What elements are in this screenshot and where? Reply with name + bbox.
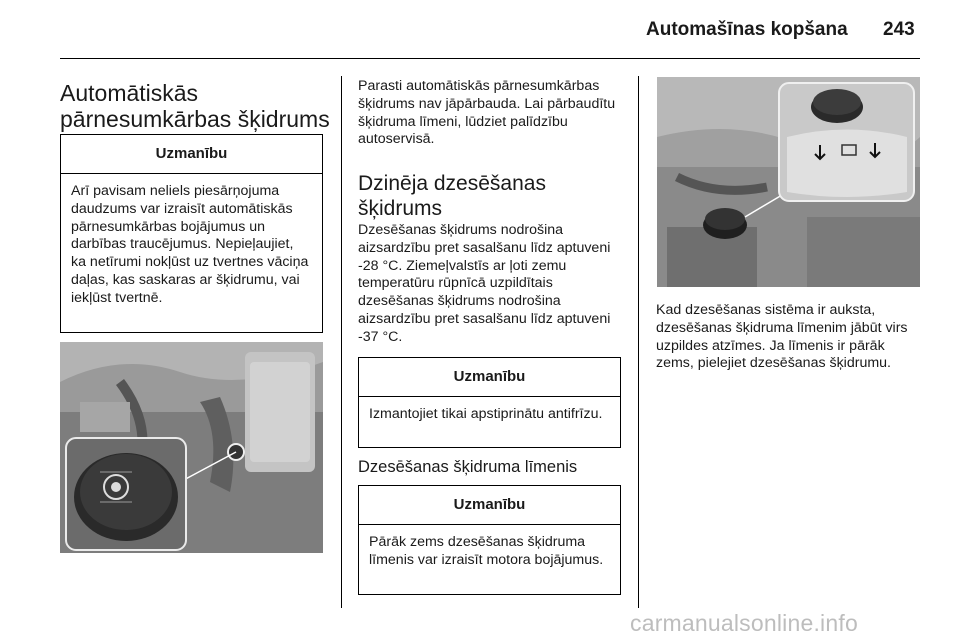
caution-text: Arī pavisam neliels piesārņojuma daudzums var izraisīt automātiskās pārnesumkārbas bojājumus un darbības traucējumus. Nepieļaujiet, ka netīrumi nokļūst uz tvertnes vāciņa daļas, kas saskaras ar šķidrumu, vai iekļūst tvertnē. [71, 183, 309, 306]
transmission-cap-illustration [60, 342, 323, 553]
transmission-check-text: Parasti automātiskās pārnesumkārbas šķidrums nav jāpārbauda. Lai pārbaudītu šķidruma līmeni, lūdziet palīdzību autoservisā. [358, 78, 616, 148]
section-title-coolant-level: Dzesēšanas šķidruma līmenis [358, 458, 578, 476]
caution-box-coolant-level [358, 485, 621, 595]
coolant-reservoir-photo [657, 77, 920, 287]
caution-box-antifreeze [358, 357, 621, 448]
caution-box-transmission [60, 134, 323, 333]
caution-heading: Uzmanību [359, 486, 620, 525]
watermark: carmanualsonline.info [630, 610, 858, 636]
coolant-level-instructions: Kad dzesēšanas sistēma ir auksta, dzesēšanas šķidruma līmenim jābūt virs uzpildes atzīmes. Ja līmenis ir pārāk zems, pielejiet dzesēšanas šķidrumu. [656, 302, 908, 372]
section-title-coolant: Dzinēja dzesēšanas šķidrums [358, 172, 546, 220]
section-title-transmission-fluid: Automātiskās pārnesumkārbas šķidrums [60, 80, 330, 132]
caution-heading: Uzmanību [61, 135, 322, 174]
column-divider-1 [341, 76, 342, 608]
page-number: 243 [883, 19, 915, 40]
caution-text: Pārāk zems dzesēšanas šķidruma līmenis var izraisīt motora bojājumus. [369, 534, 604, 568]
coolant-description: Dzesēšanas šķidrums nodrošina aizsardzību pret sasalšanu līdz aptuveni -28 °C. Ziemeļvalstīs ar ļoti zemu temperatūru rūpnīcā uzpildītais dzesēšanas šķidrums nodrošina aizsardzību pret sasalšanu līdz aptuveni -37 °C. [358, 222, 611, 345]
coolant-reservoir-illustration [657, 77, 920, 287]
column-divider-2 [638, 76, 639, 608]
transmission-cap-photo [60, 342, 323, 553]
caution-text: Izmantojiet tikai apstiprinātu antifrīzu. [369, 406, 603, 422]
header-divider [60, 58, 920, 59]
caution-heading: Uzmanību [359, 358, 620, 397]
page-header-title: Automašīnas kopšana [646, 19, 848, 40]
